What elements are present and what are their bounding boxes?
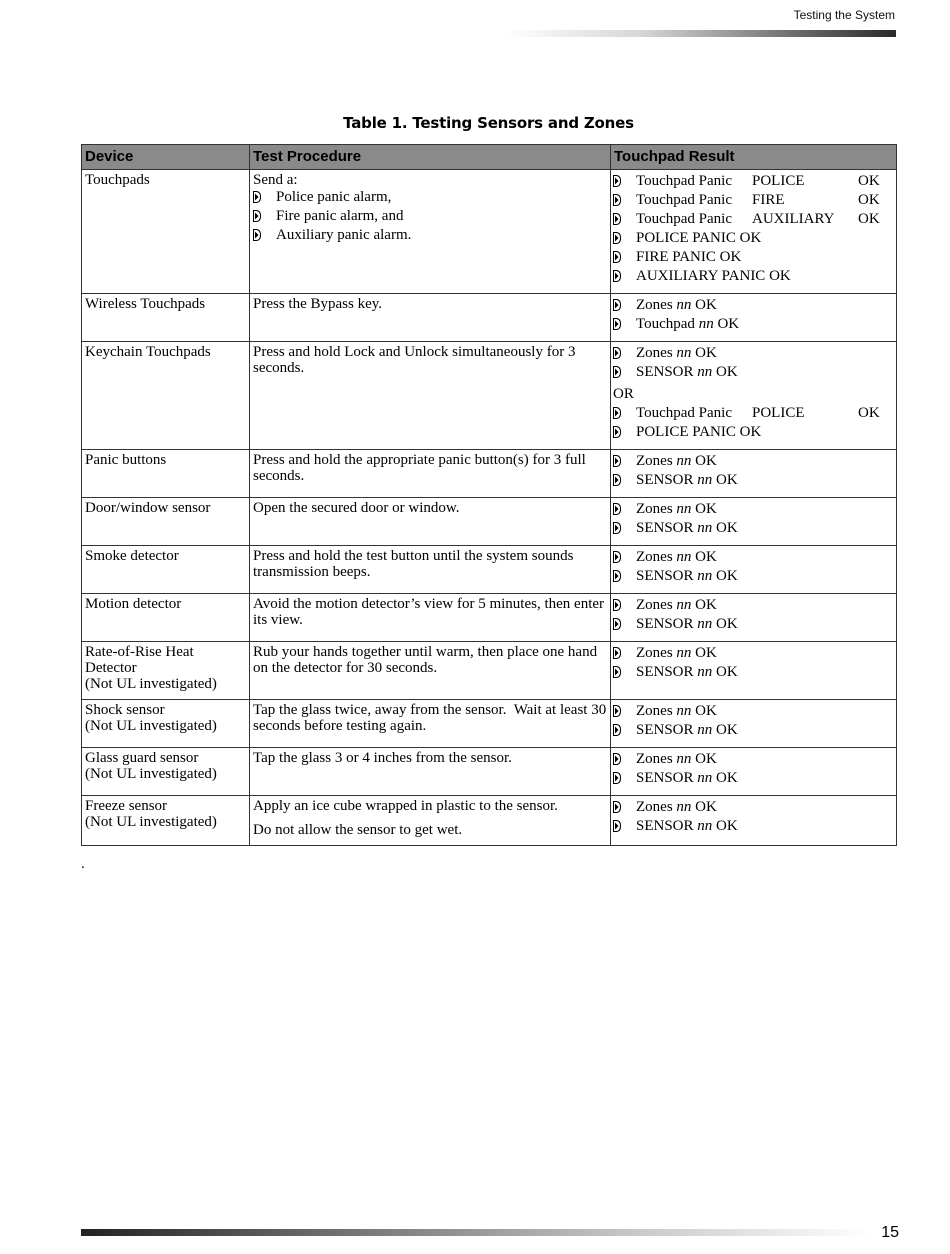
paragraph-gap [253, 814, 607, 822]
result-status: OK [695, 799, 717, 815]
zone-number: nn [697, 568, 713, 584]
arrow-bullet-icon [253, 210, 261, 222]
result-item [613, 548, 893, 567]
procedure-item [253, 207, 607, 226]
zone-number: nn [676, 549, 692, 565]
result-label: Zones [636, 549, 673, 565]
table-body [82, 170, 897, 846]
result-item [613, 296, 893, 315]
result-label: SENSOR [636, 568, 694, 584]
result-label: Zones [636, 453, 673, 469]
device-name: Touchpads [85, 172, 150, 188]
zone-number: nn [697, 616, 713, 632]
result-label: SENSOR [636, 364, 694, 380]
zone-number: nn [676, 703, 692, 719]
arrow-bullet-icon [613, 455, 621, 467]
arrow-bullet-icon [613, 522, 621, 534]
stray-mark: . [81, 856, 85, 872]
result-item [613, 721, 893, 740]
result-status: OK [716, 364, 738, 380]
result-label: Zones [636, 645, 673, 661]
arrow-bullet-icon [253, 229, 261, 241]
result-status: OK [716, 520, 738, 536]
device-name: Freeze sensor [85, 798, 168, 814]
device-cell [82, 748, 250, 796]
result-status: OK [695, 703, 717, 719]
result-item [613, 798, 893, 817]
result-item [613, 644, 893, 663]
result-item [613, 471, 893, 490]
arrow-bullet-icon [613, 772, 621, 784]
result-status: OK [716, 472, 738, 488]
result-cell [611, 748, 897, 796]
result-item [613, 500, 893, 519]
result-type: FIRE [752, 192, 785, 208]
zone-number: nn [697, 664, 713, 680]
arrow-bullet-icon [613, 503, 621, 515]
result-item [613, 404, 893, 423]
running-header: Testing the System [793, 8, 895, 22]
procedure-note: Do not allow the sensor to get wet. [253, 822, 463, 838]
table-row [82, 642, 897, 700]
result-item [613, 769, 893, 788]
result-label: SENSOR [636, 520, 694, 536]
result-item [613, 172, 893, 191]
zone-number: nn [676, 453, 692, 469]
device-name: Door/window sensor [85, 500, 211, 516]
result-columns [636, 210, 880, 229]
result-status: OK [858, 173, 880, 189]
zone-number: nn [697, 520, 713, 536]
result-cell [611, 450, 897, 498]
zone-number: nn [697, 818, 713, 834]
procedure-cell [250, 796, 611, 846]
device-cell [82, 594, 250, 642]
arrow-bullet-icon [613, 474, 621, 486]
result-status: OK [716, 664, 738, 680]
result-label: Touchpad Panic [636, 405, 733, 421]
arrow-bullet-icon [613, 599, 621, 611]
result-type: POLICE [752, 405, 805, 421]
procedure-cell [250, 450, 611, 498]
arrow-bullet-icon [613, 426, 621, 438]
result-status: OK [716, 770, 738, 786]
device-name: Glass guard sensor [85, 750, 199, 766]
result-columns [636, 191, 880, 210]
result-status: OK [695, 501, 717, 517]
result-status: OK [716, 818, 738, 834]
result-item [613, 452, 893, 471]
header-rule [505, 30, 896, 37]
zone-number: nn [676, 345, 692, 361]
result-type: POLICE [752, 173, 805, 189]
procedure-text: Apply an ice cube wrapped in plastic to the sensor. [253, 798, 558, 814]
result-text: FIRE PANIC OK [636, 249, 742, 265]
result-cell [611, 796, 897, 846]
result-cell [611, 498, 897, 546]
procedure-text: Rub your hands together until warm, then place one hand on the detector for 30 seconds. [253, 644, 601, 676]
procedure-cell [250, 170, 611, 294]
result-label: Zones [636, 597, 673, 613]
procedure-item-text: Fire panic alarm, and [276, 208, 404, 224]
table-row [82, 498, 897, 546]
procedure-text: Press the Bypass key. [253, 296, 383, 312]
arrow-bullet-icon [253, 191, 261, 203]
device-name: Keychain Touchpads [85, 344, 211, 360]
result-cell [611, 342, 897, 450]
result-cell [611, 170, 897, 294]
table-row [82, 796, 897, 846]
procedure-text: Avoid the motion detector’s view for 5 minutes, then enter its view. [253, 596, 608, 628]
result-status: OK [695, 751, 717, 767]
result-label: Zones [636, 297, 673, 313]
zone-number: nn [676, 799, 692, 815]
table-row [82, 594, 897, 642]
zone-number: nn [697, 770, 713, 786]
arrow-bullet-icon [613, 299, 621, 311]
table-row [82, 294, 897, 342]
result-item [613, 315, 893, 334]
result-item [613, 344, 893, 363]
result-label: Touchpad Panic [636, 173, 733, 189]
procedure-item-text: Auxiliary panic alarm. [276, 227, 412, 243]
procedure-text: Press and hold the test button until the system sounds transmission beeps. [253, 548, 578, 580]
zone-number: nn [697, 722, 713, 738]
result-status: OK [858, 211, 880, 227]
device-cell [82, 796, 250, 846]
result-status: OK [858, 192, 880, 208]
arrow-bullet-icon [613, 705, 621, 717]
result-status: OK [858, 405, 880, 421]
zone-number: nn [676, 297, 692, 313]
arrow-bullet-icon [613, 407, 621, 419]
zone-number: nn [697, 472, 713, 488]
result-text: AUXILIARY PANIC OK [636, 268, 791, 284]
result-columns [636, 404, 880, 423]
result-label: Zones [636, 501, 673, 517]
result-item [613, 267, 893, 286]
result-item [613, 615, 893, 634]
result-item [613, 191, 893, 210]
result-item [613, 702, 893, 721]
result-label: Touchpad Panic [636, 192, 733, 208]
arrow-bullet-icon [613, 801, 621, 813]
procedure-cell [250, 498, 611, 546]
result-status: OK [716, 722, 738, 738]
arrow-bullet-icon [613, 820, 621, 832]
result-item [613, 596, 893, 615]
arrow-bullet-icon [613, 724, 621, 736]
result-label: Touchpad Panic [636, 211, 733, 227]
device-note: (Not UL investigated) [85, 676, 217, 692]
result-item [613, 817, 893, 836]
arrow-bullet-icon [613, 366, 621, 378]
result-status: OK [716, 568, 738, 584]
test-table [81, 144, 897, 846]
table-row [82, 450, 897, 498]
zone-number: nn [676, 597, 692, 613]
result-item [613, 248, 893, 267]
header-row [82, 145, 897, 170]
result-label: SENSOR [636, 770, 694, 786]
result-item [613, 363, 893, 382]
arrow-bullet-icon [613, 570, 621, 582]
procedure-cell [250, 642, 611, 700]
result-label: Zones [636, 751, 673, 767]
procedure-item-text: Police panic alarm, [276, 189, 392, 205]
table-row [82, 546, 897, 594]
procedure-text: Send a: [253, 172, 298, 188]
result-cell [611, 294, 897, 342]
arrow-bullet-icon [613, 175, 621, 187]
device-name: Wireless Touchpads [85, 296, 206, 312]
result-label: Zones [636, 703, 673, 719]
device-name: Rate-of-Rise Heat Detector [85, 644, 198, 676]
arrow-bullet-icon [613, 194, 621, 206]
result-label: Zones [636, 345, 673, 361]
or-label: OR [613, 386, 634, 402]
procedure-text: Press and hold the appropriate panic button(s) for 3 full seconds. [253, 452, 590, 484]
arrow-bullet-icon [613, 270, 621, 282]
table-caption: Table 1. Testing Sensors and Zones [343, 114, 634, 132]
device-note: (Not UL investigated) [85, 766, 217, 782]
zone-number: nn [697, 364, 713, 380]
footer-rule [81, 1229, 871, 1236]
device-name: Smoke detector [85, 548, 179, 564]
procedure-text: Open the secured door or window. [253, 500, 460, 516]
procedure-cell [250, 342, 611, 450]
result-item [613, 210, 893, 229]
result-status: OK [695, 645, 717, 661]
result-status: OK [695, 297, 717, 313]
result-status: OK [695, 597, 717, 613]
result-item [613, 519, 893, 538]
result-label: Touchpad [636, 316, 695, 332]
device-cell [82, 642, 250, 700]
result-status: OK [716, 616, 738, 632]
zone-number: nn [676, 645, 692, 661]
device-cell [82, 170, 250, 294]
device-cell [82, 498, 250, 546]
device-cell [82, 342, 250, 450]
device-cell [82, 450, 250, 498]
arrow-bullet-icon [613, 232, 621, 244]
device-name: Panic buttons [85, 452, 167, 468]
table-row [82, 170, 897, 294]
result-item [613, 229, 893, 248]
procedure-text: Tap the glass 3 or 4 inches from the sensor. [253, 750, 512, 766]
device-name: Motion detector [85, 596, 182, 612]
device-cell [82, 546, 250, 594]
procedure-cell [250, 294, 611, 342]
zone-number: nn [676, 501, 692, 517]
result-label: SENSOR [636, 664, 694, 680]
column-header-procedure: Test Procedure [250, 145, 611, 170]
arrow-bullet-icon [613, 753, 621, 765]
result-status: OK [695, 549, 717, 565]
table-row [82, 700, 897, 748]
result-cell [611, 700, 897, 748]
arrow-bullet-icon [613, 666, 621, 678]
result-cell [611, 546, 897, 594]
procedure-cell [250, 748, 611, 796]
arrow-bullet-icon [613, 251, 621, 263]
result-label: SENSOR [636, 722, 694, 738]
result-text: POLICE PANIC OK [636, 424, 762, 440]
result-label: Zones [636, 799, 673, 815]
arrow-bullet-icon [613, 318, 621, 330]
page-number: 15 [881, 1224, 899, 1241]
result-item [613, 750, 893, 769]
arrow-bullet-icon [613, 647, 621, 659]
arrow-bullet-icon [613, 551, 621, 563]
arrow-bullet-icon [613, 618, 621, 630]
column-header-device: Device [82, 145, 250, 170]
result-item [613, 567, 893, 586]
result-item [613, 663, 893, 682]
device-note: (Not UL investigated) [85, 814, 217, 830]
device-cell [82, 700, 250, 748]
zone-number: nn [676, 751, 692, 767]
result-status: OK [695, 345, 717, 361]
result-status: OK [695, 453, 717, 469]
procedure-item [253, 188, 607, 207]
result-label: SENSOR [636, 818, 694, 834]
device-name: Shock sensor [85, 702, 165, 718]
procedure-text: Press and hold Lock and Unlock simultaneously for 3 seconds. [253, 344, 580, 376]
table-row [82, 342, 897, 450]
result-item [613, 423, 893, 442]
procedure-text: Tap the glass twice, away from the sensor. Wait at least 30 seconds before testing again. [253, 702, 610, 734]
procedure-cell [250, 594, 611, 642]
arrow-bullet-icon [613, 347, 621, 359]
result-text: POLICE PANIC OK [636, 230, 762, 246]
result-type: AUXILIARY [752, 211, 835, 227]
table-row [82, 748, 897, 796]
procedure-item [253, 226, 607, 245]
procedure-cell [250, 700, 611, 748]
device-note: (Not UL investigated) [85, 718, 217, 734]
result-label: SENSOR [636, 616, 694, 632]
result-columns [636, 172, 880, 191]
zone-number: nn [698, 316, 714, 332]
column-header-result: Touchpad Result [611, 145, 897, 170]
result-cell [611, 594, 897, 642]
result-cell [611, 642, 897, 700]
result-status: OK [717, 316, 740, 332]
procedure-cell [250, 546, 611, 594]
device-cell [82, 294, 250, 342]
result-label: SENSOR [636, 472, 694, 488]
arrow-bullet-icon [613, 213, 621, 225]
